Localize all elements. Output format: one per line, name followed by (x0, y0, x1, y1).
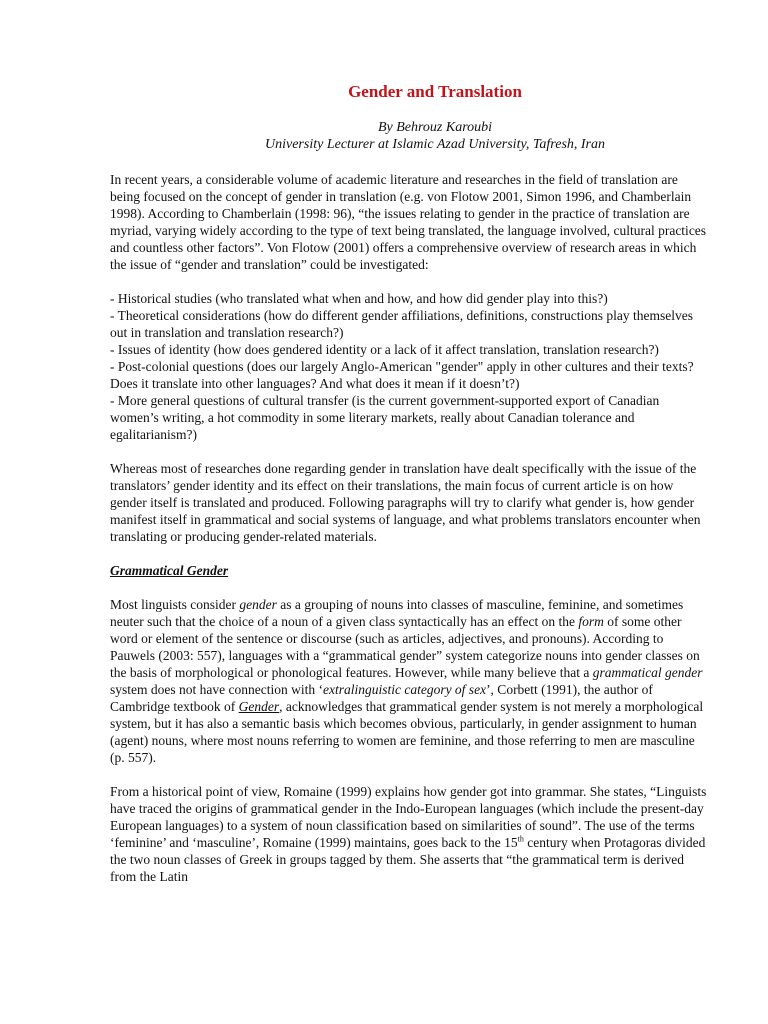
text-run: From a historical point of view, Romaine (1999) explains how gender got into grammar. She states, “Linguists have traced the origins of grammatical gender in the Indo-European languages (which include the present-day European languages) to a system of noun classification based on similarities of sound”. The use of the terms ‘feminine’ and ‘masculine’, Romaine (1999) maintains, goes back to the 15 (110, 784, 707, 850)
text-run: as a grouping of nouns into classes of masculine, feminine, and sometimes neuter such that the choice of a noun of a given class syntactically has an effect on the (110, 597, 684, 629)
italic-term: gender (239, 597, 277, 612)
text-run: Most linguists consider (110, 597, 240, 612)
section-heading-wrap (110, 562, 710, 579)
text-run: century when Protagoras divided the two noun classes of Greek in groups tagged by them. She asserts that “the grammatical term is derived from the Latin (110, 835, 706, 884)
list-item: - Theoretical considerations (how do different gender affiliations, definitions, constructions play themselves out in translation and translation research?) (110, 308, 693, 340)
list-item: - More general questions of cultural transfer (is the current government-supported export of Canadian women’s writing, a hot commodity in some literary markets, really about Canadian tolerance and egalitarianism?) (110, 393, 660, 442)
document-body (110, 171, 710, 902)
section-heading: Grammatical Gender (110, 563, 229, 578)
list-item: - Issues of identity (how does gendered identity or a lack of it affect translation, translation research?) (110, 342, 659, 357)
text-run: system does not have connection with ‘ (110, 682, 323, 697)
historical-paragraph (110, 783, 710, 885)
research-areas-list (110, 290, 710, 443)
book-title: Gender (238, 699, 280, 714)
italic-term: grammatical gender (592, 665, 703, 680)
author-line: By Behrouz Karoubi (377, 120, 493, 135)
document-title: Gender and Translation (348, 82, 522, 101)
list-item: - Post-colonial questions (does our largely Anglo-American "gender" apply in other cultures and their texts? Does it translate into other languages? And what does it mean if it doesn’t?) (110, 359, 694, 391)
text-run: , acknowledges that grammatical gender system is not merely a morphological system, but it has also a semantic basis which becomes obvious, particularly, in gender assignment to human (agent) nouns, where most nouns referring to women are feminine, and those referring to men are masculine (p. 557). (110, 699, 704, 765)
grammatical-gender-paragraph (110, 596, 710, 766)
italic-term: extralinguistic category of sex (322, 682, 487, 697)
italic-term: form (578, 614, 604, 629)
superscript: th (517, 834, 524, 844)
text-run: ’, Corbett (1991), the author of Cambridge textbook of (110, 682, 653, 714)
text-run: of some other word or element of the sentence or discourse (such as articles, adjectives, and pronouns). According to Pauwels (2003: 557), languages with a “grammatical gender” system categorize nouns into gender classes on the basis of morphological or phonological features. However, while many believe that a (110, 614, 700, 680)
intro-paragraph: In recent years, a considerable volume of academic literature and researches in the field of translation are being focused on the concept of gender in translation (e.g. von Flotow 2001, Simon 1996, and Chamberlain 1998). According to Chamberlain (1998: 96), “the issues relating to gender in the practice of translation are myriad, varying widely according to the type of text being translated, the language involved, cultural practices and countless other factors”. Von Flotow (2001) offers a comprehensive overview of research areas in which the issue of “gender and translation” could be investigated: (110, 172, 707, 272)
affiliation-line: University Lecturer at Islamic Azad University, Tafresh, Iran (265, 137, 605, 152)
list-item: - Historical studies (who translated what when and how, and how did gender play into this?) (110, 291, 608, 306)
focus-paragraph: Whereas most of researches done regarding gender in translation have dealt specifically with the issue of the translators’ gender identity and its effect on their translations, the main focus of current article is on how gender itself is translated and produced. Following paragraphs will try to clarify what gender is, how gender manifest itself in grammatical and social systems of language, and what problems translators encounter when translating or producing gender-related materials. (110, 461, 701, 544)
